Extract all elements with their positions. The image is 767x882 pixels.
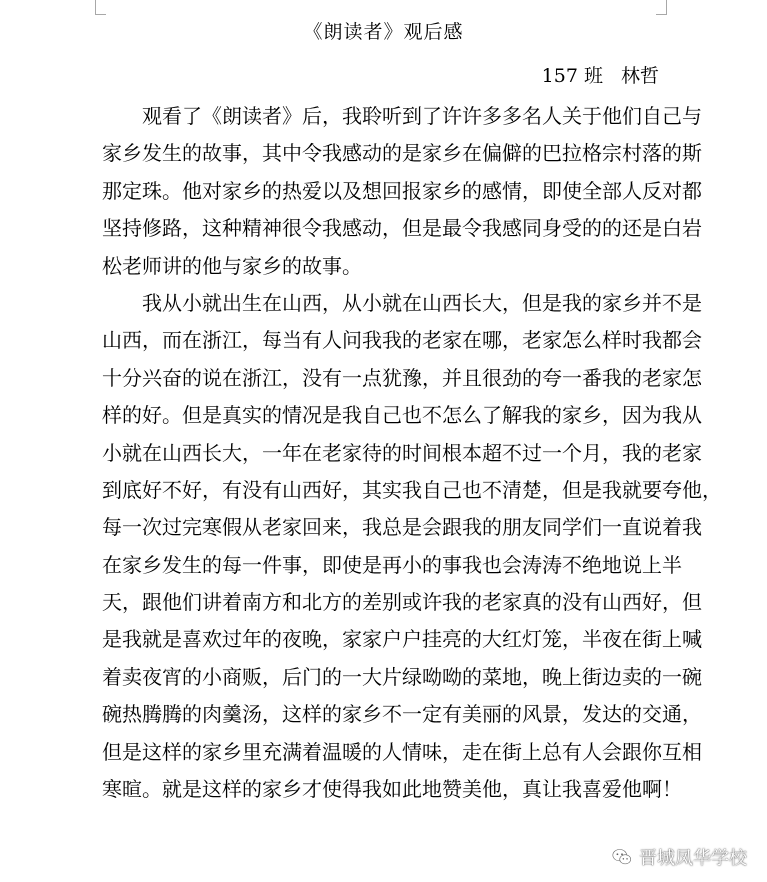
document-title: 《朗读者》观后感 (303, 21, 464, 43)
watermark-text: 晋城凤华学校 (639, 848, 747, 869)
paragraph-line: 那定珠。他对家乡的热爱以及想回报家乡的感情，即使全部人反对都 (102, 178, 702, 203)
wechat-icon (611, 846, 633, 868)
author-class: 157 班 (541, 65, 603, 87)
paragraph-line: 碗热腾腾的肉羹汤，这样的家乡不一定有美丽的风景，发达的交通， (102, 702, 702, 727)
paragraph-line: 山西，而在浙江，每当有人问我我的老家在哪，老家怎么样时我都会 (102, 328, 702, 353)
paragraph-line: 寒暄。就是这样的家乡才使得我如此地赞美他，真让我喜爱他啊！ (102, 777, 682, 802)
paragraph-line: 我从小就出生在山西，从小就在山西长大，但是我的家乡并不是 (142, 290, 702, 315)
paragraph-line: 家乡发生的故事，其中令我感动的是家乡在偏僻的巴拉格宗村落的斯 (102, 141, 702, 166)
paragraph-line: 坚持修路，这种精神很令我感动，但是最令我感同身受的的还是白岩 (102, 216, 702, 241)
crop-mark-top-right (656, 0, 667, 15)
paragraph-line: 是我就是喜欢过年的夜晚，家家户户挂亮的大红灯笼，半夜在街上喊 (102, 627, 702, 652)
paragraph-line: 十分兴奋的说在浙江，没有一点犹豫，并且很劲的夸一番我的老家怎 (102, 365, 702, 390)
document-body (102, 98, 722, 808)
crop-mark-top-left (95, 0, 106, 15)
author-byline (542, 62, 659, 90)
paragraph-line: 在家乡发生的每一件事，即使是再小的事我也会涛涛不绝地说上半 (102, 552, 682, 577)
paragraph-line: 观看了《朗读者》后，我聆听到了许许多多名人关于他们自己与 (142, 104, 702, 128)
paragraph-line: 样的好。但是真实的情况是我自己也不怎么了解我的家乡，因为我从 (102, 403, 702, 428)
paragraph-line: 但是这样的家乡里充满着温暖的人情味，走在街上总有人会跟你互相 (102, 739, 702, 764)
paragraph-line: 小就在山西长大，一年在老家待的时间根本超不过一个月，我的老家 (102, 440, 702, 465)
paragraph-line: 到底好不好，有没有山西好，其实我自己也不清楚，但是我就要夸他， (102, 477, 722, 502)
paragraph-line: 着卖夜宵的小商贩，后门的一大片绿呦呦的菜地，晚上街边卖的一碗 (102, 664, 702, 689)
paragraph-line: 每一次过完寒假从老家回来，我总是会跟我的朋友同学们一直说着我 (102, 515, 702, 540)
watermark (611, 844, 747, 870)
paragraph-line: 天，跟他们讲着南方和北方的差别或许我的老家真的没有山西好，但 (102, 590, 702, 615)
author-name: 林哲 (620, 65, 659, 87)
paragraph-line: 松老师讲的他与家乡的故事。 (102, 253, 362, 278)
